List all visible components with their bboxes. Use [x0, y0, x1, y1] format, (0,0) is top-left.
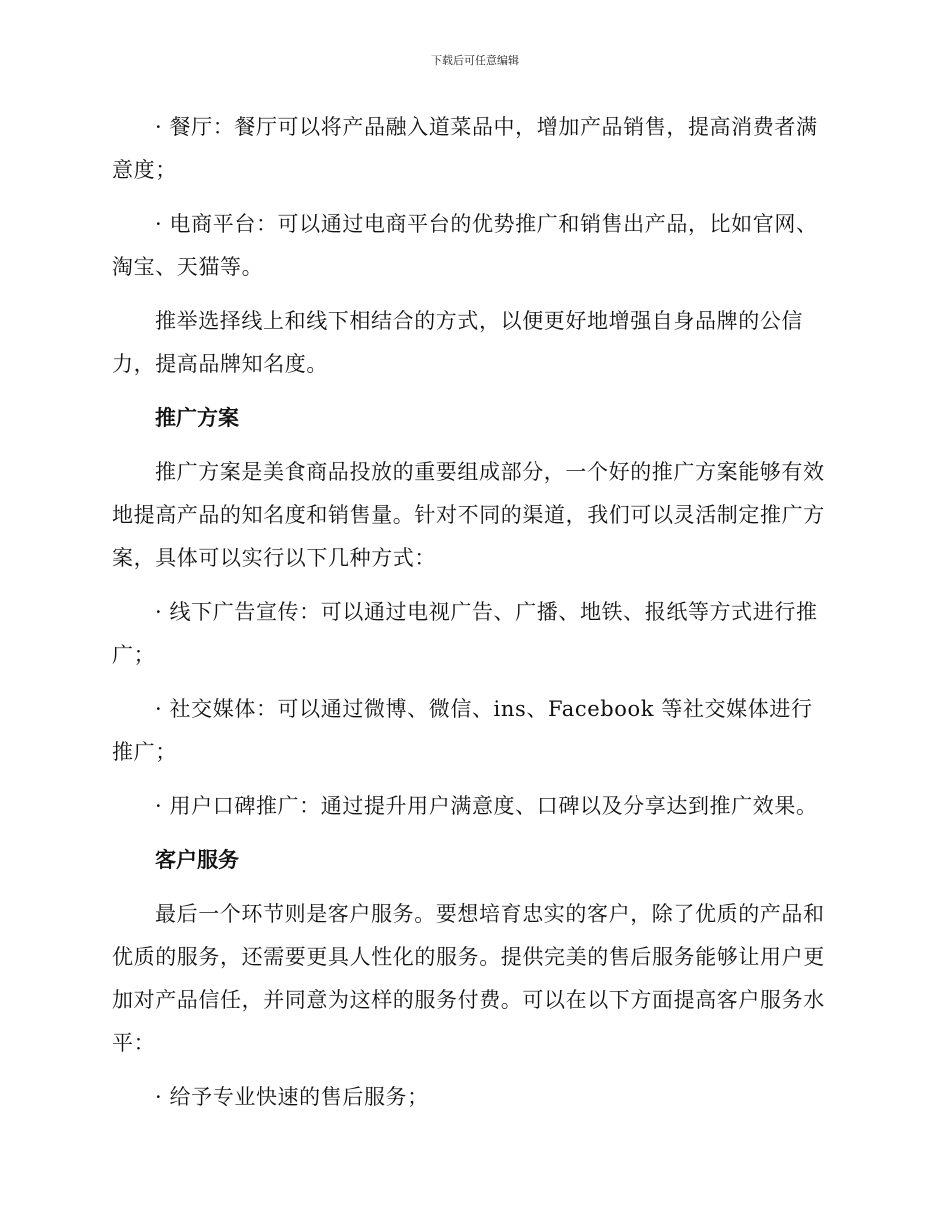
heading-promotion-plan: 推广方案	[155, 406, 239, 430]
heading-customer-service: 客户服务	[155, 848, 239, 872]
channel-recommendation-paragraph: 推举选择线上和线下相结合的方式，以便更好地增强自身品牌的公信力，提高品牌知名度。	[112, 309, 803, 376]
bullet-after-sales: · 给予专业快速的售后服务；	[155, 1085, 429, 1109]
bullet-social-media: · 社交媒体：可以通过微博、微信、ins、Facebook 等社交媒体进行推广；	[112, 697, 813, 764]
customer-service-paragraph: 最后一个环节则是客户服务。要想培育忠实的客户，除了优质的产品和优质的服务，还需要更具人性化的服务。提供完美的售后服务能够让用户更加对产品信任，并同意为这样的服务付费。可以在以下方面提高客户服务水平：	[112, 902, 825, 1055]
bullet-word-of-mouth: · 用户口碑推广：通过提升用户满意度、口碑以及分享达到推广效果。	[155, 794, 818, 818]
bullet-ecommerce: · 电商平台：可以通过电商平台的优势推广和销售出产品，比如官网、淘宝、天猫等。	[112, 212, 818, 279]
promotion-plan-paragraph: 推广方案是美食商品投放的重要组成部分，一个好的推广方案能够有效地提高产品的知名度和销售量。针对不同的渠道，我们可以灵活制定推广方案，具体可以实行以下几种方式：	[112, 460, 825, 570]
bullet-offline-ads: · 线下广告宣传：可以通过电视广告、广播、地铁、报纸等方式进行推广；	[112, 600, 818, 667]
bullet-restaurant: · 餐厅：餐厅可以将产品融入道菜品中，增加产品销售，提高消费者满意度；	[112, 115, 818, 182]
page-header: 下载后可任意编辑	[431, 54, 519, 67]
document-body	[112, 106, 832, 1130]
